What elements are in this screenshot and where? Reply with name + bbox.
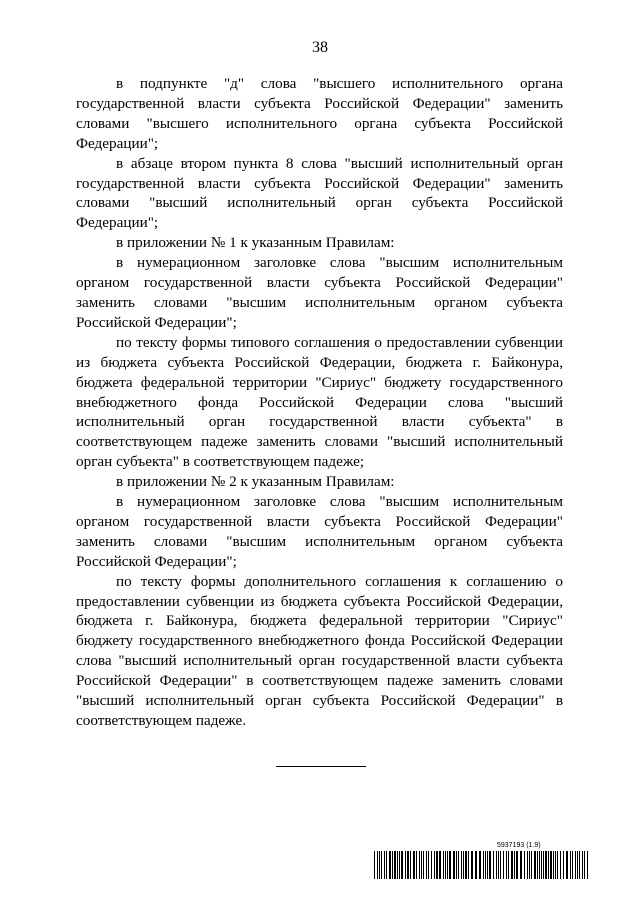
paragraph: в нумерационном заголовке слова "высшим исполнительным органом государственной власти субъекта Российской Федерации" заменить словами "высшим исполнительным органом субъекта Российской Федерации"; — [76, 254, 563, 331]
paragraph: в нумерационном заголовке слова "высшим исполнительным органом государственной власти субъекта Российской Федерации" заменить словами "высшим исполнительным органом субъекта Российской Федерации"; — [76, 493, 563, 570]
document-code: 5937193 (1.9) — [497, 842, 541, 849]
barcode — [374, 851, 588, 879]
paragraph: в абзаце втором пункта 8 слова "высший исполнительный орган государственной власти субъекта Российской Федерации" заменить словами "высший исполнительный орган субъекта Российской Федерации"; — [76, 154, 563, 232]
paragraph: в приложении № 1 к указанным Правилам: — [116, 234, 395, 252]
document-body — [76, 74, 563, 731]
paragraph: в подпункте "д" слова "высшего исполнительного органа государственной власти субъекта Российской Федерации" заменить словами "высшего исполнительного органа субъекта Российской Федерации"; — [76, 75, 563, 152]
paragraph: в приложении № 2 к указанным Правилам: — [116, 473, 395, 491]
page-number: 38 — [312, 39, 328, 56]
paragraph: по тексту формы типового соглашения о предоставлении субвенции из бюджета субъекта Российской Федерации, бюджета г. Байконура, бюджета федеральной территории "Сириус" бюджету государственного внебюджетного фонда Российской Федерации слова "высший исполнительный орган государственной власти субъекта" в соответствующем падеже заменить словами "высший исполнительный орган субъекта" в соответствующем падеже; — [76, 333, 563, 471]
closing-rule — [276, 766, 366, 767]
paragraph: по тексту формы дополнительного соглашения к соглашению о предоставлении субвенции из бюджета субъекта Российской Федерации, бюджета г. Байконура, бюджета федеральной территории "Сириус" бюджету государственного внебюджетного фонда Российской Федерации слова "высший исполнительный орган государственной власти субъекта Российской Федерации" в соответствующем падеже заменить словами "высший исполнительный орган субъекта Российской Федерации" в соответствующем падеже. — [76, 572, 563, 729]
